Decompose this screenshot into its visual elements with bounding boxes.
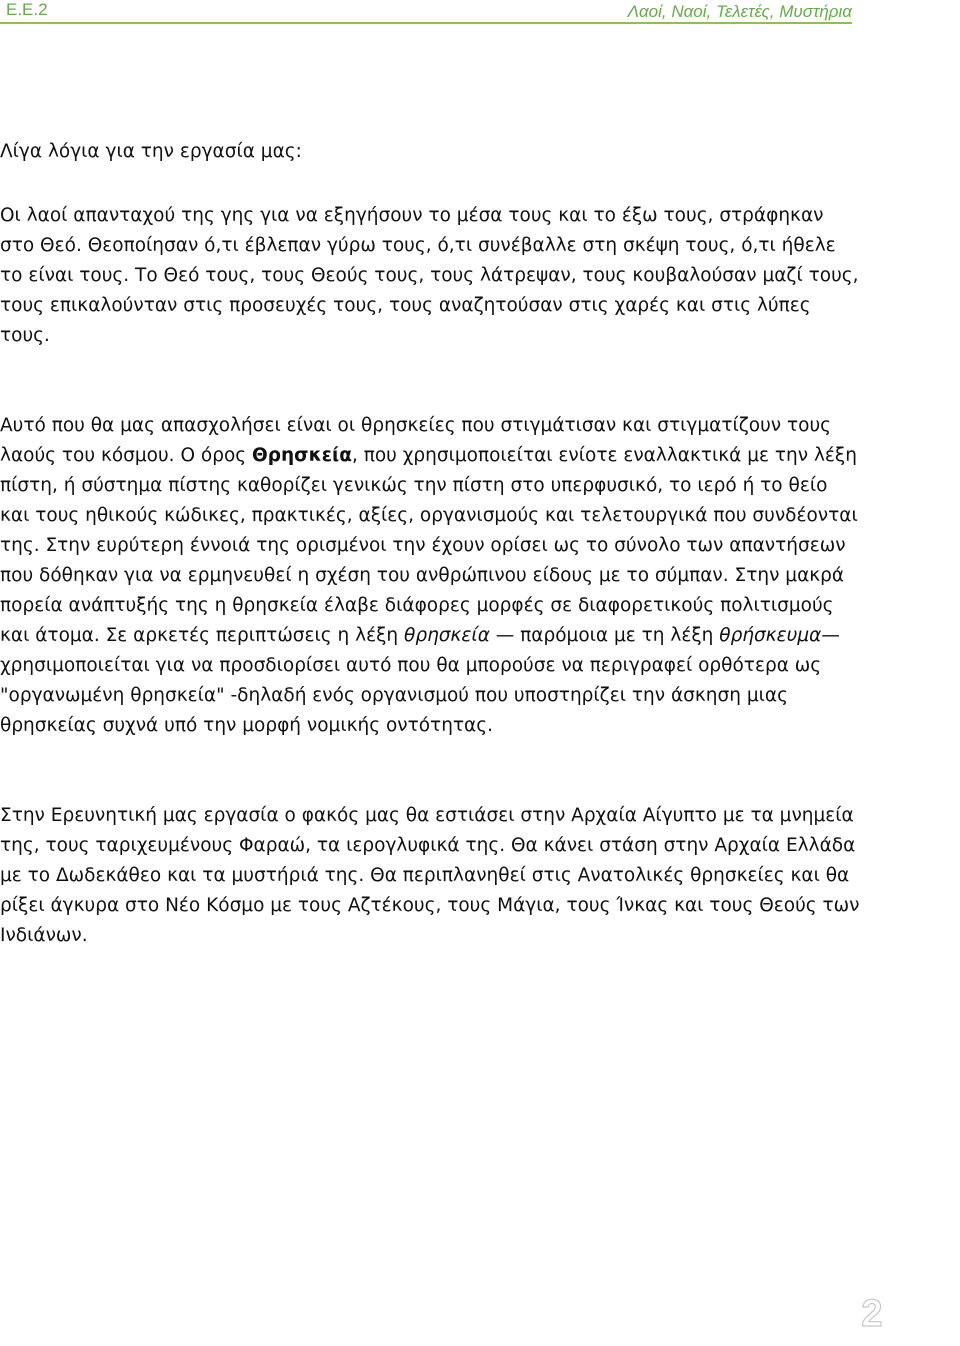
bold-term-religion: Θρησκεία (252, 445, 352, 466)
paragraph-intro: Οι λαοί απανταχού της γης για να εξηγήσουν το μέσα τους και το έξω τους, στράφηκαν στο Θεό. Θεοποίησαν ό,τι έβλεπαν γύρω τους, ό,τι συνέβαλλε στη σκέψη τους, ό,τι ήθελε το είναι τους. Το Θεό τους, τους Θεούς τους, τους λάτρεψαν, τους κουβαλούσαν μαζί τους, τους επικαλούνταν στις προσευχές τους, τους αναζητούσαν στις χαρές και στις λύπες τους. (0, 205, 859, 346)
header-code: Ε.Ε.2 (6, 0, 48, 19)
italic-term-religion: θρησκεία (404, 625, 490, 646)
paragraph-research-focus: Στην Ερευνητική μας εργασία ο φακός μας θα εστιάσει στην Αρχαία Αίγυπτο με τα μνημεία της, τους ταριχευμένους Φαραώ, τα ιερογλυφικά της. Θα κάνει στάση στην Αρχαία Ελλάδα με το Δωδεκάθεο και τα μυστήριά της. Θα περιπλανηθεί στις Ανατολικές θρησκείες και θα ρίξει άγκυρα στο Νέο Κόσμο με τους Αζτέκους, τους Μάγια, τους Ίνκας και τους Θεούς των Ινδιάνων. (0, 805, 860, 946)
paragraph-religion-definition (0, 411, 860, 741)
paragraph2-text: — χρησιμοποιείται για να προσδιορίσει αυτό που θα μπορούσε να περιγραφεί ορθότερα ως "οργανωμένη θρησκεία" -δηλαδή ενός οργανισμού που υποστηρίζει την άσκηση μιας θρησκείας συχνά υπό την μορφή νομικής οντότητας. (0, 625, 840, 736)
paragraph2-text: — παρόμοια με τη λέξη (489, 625, 720, 646)
intro-title: Λίγα λόγια για την εργασία μας: (0, 141, 302, 162)
paragraph2-text: , που χρησιμοποιείται ενίοτε εναλλακτικά με την λέξη πίστη, ή σύστημα πίστης καθορίζει γενικώς την πίστη στο υπερφυσικό, το ιερό ή το θείο και τους ηθικούς κώδικες, πρακτικές, αξίες, οργανισμούς και τελετουργικά που συνδέονται της. Στην ευρύτερη έννοιά της ορισμένοι την έχουν ορίσει ως το σύνολο των απαντήσεων που δόθηκαν για να ερμηνευθεί η σχέση του ανθρώπινου είδους με το σύμπαν. Στην μακρά πορεία ανάπτυξής της η θρησκεία έλαβε διάφορες μορφές σε διαφορετικούς πολιτισμούς και άτομα. Σε αρκετές περιπτώσεις η λέξη (0, 445, 858, 646)
page-number: 2 (861, 1293, 883, 1335)
header-divider (0, 22, 852, 24)
page-header (0, 0, 960, 24)
header-title: Λαοί, Ναοί, Τελετές, Μυστήρια (627, 2, 852, 21)
paragraph2-text: Αυτό που θα μας απασχολήσει είναι οι θρησκείες που στιγμάτισαν και στιγματίζουν τους λαούς του κόσμου. Ο όρος (0, 415, 832, 466)
italic-term-faith: θρήσκευμα (719, 625, 822, 646)
